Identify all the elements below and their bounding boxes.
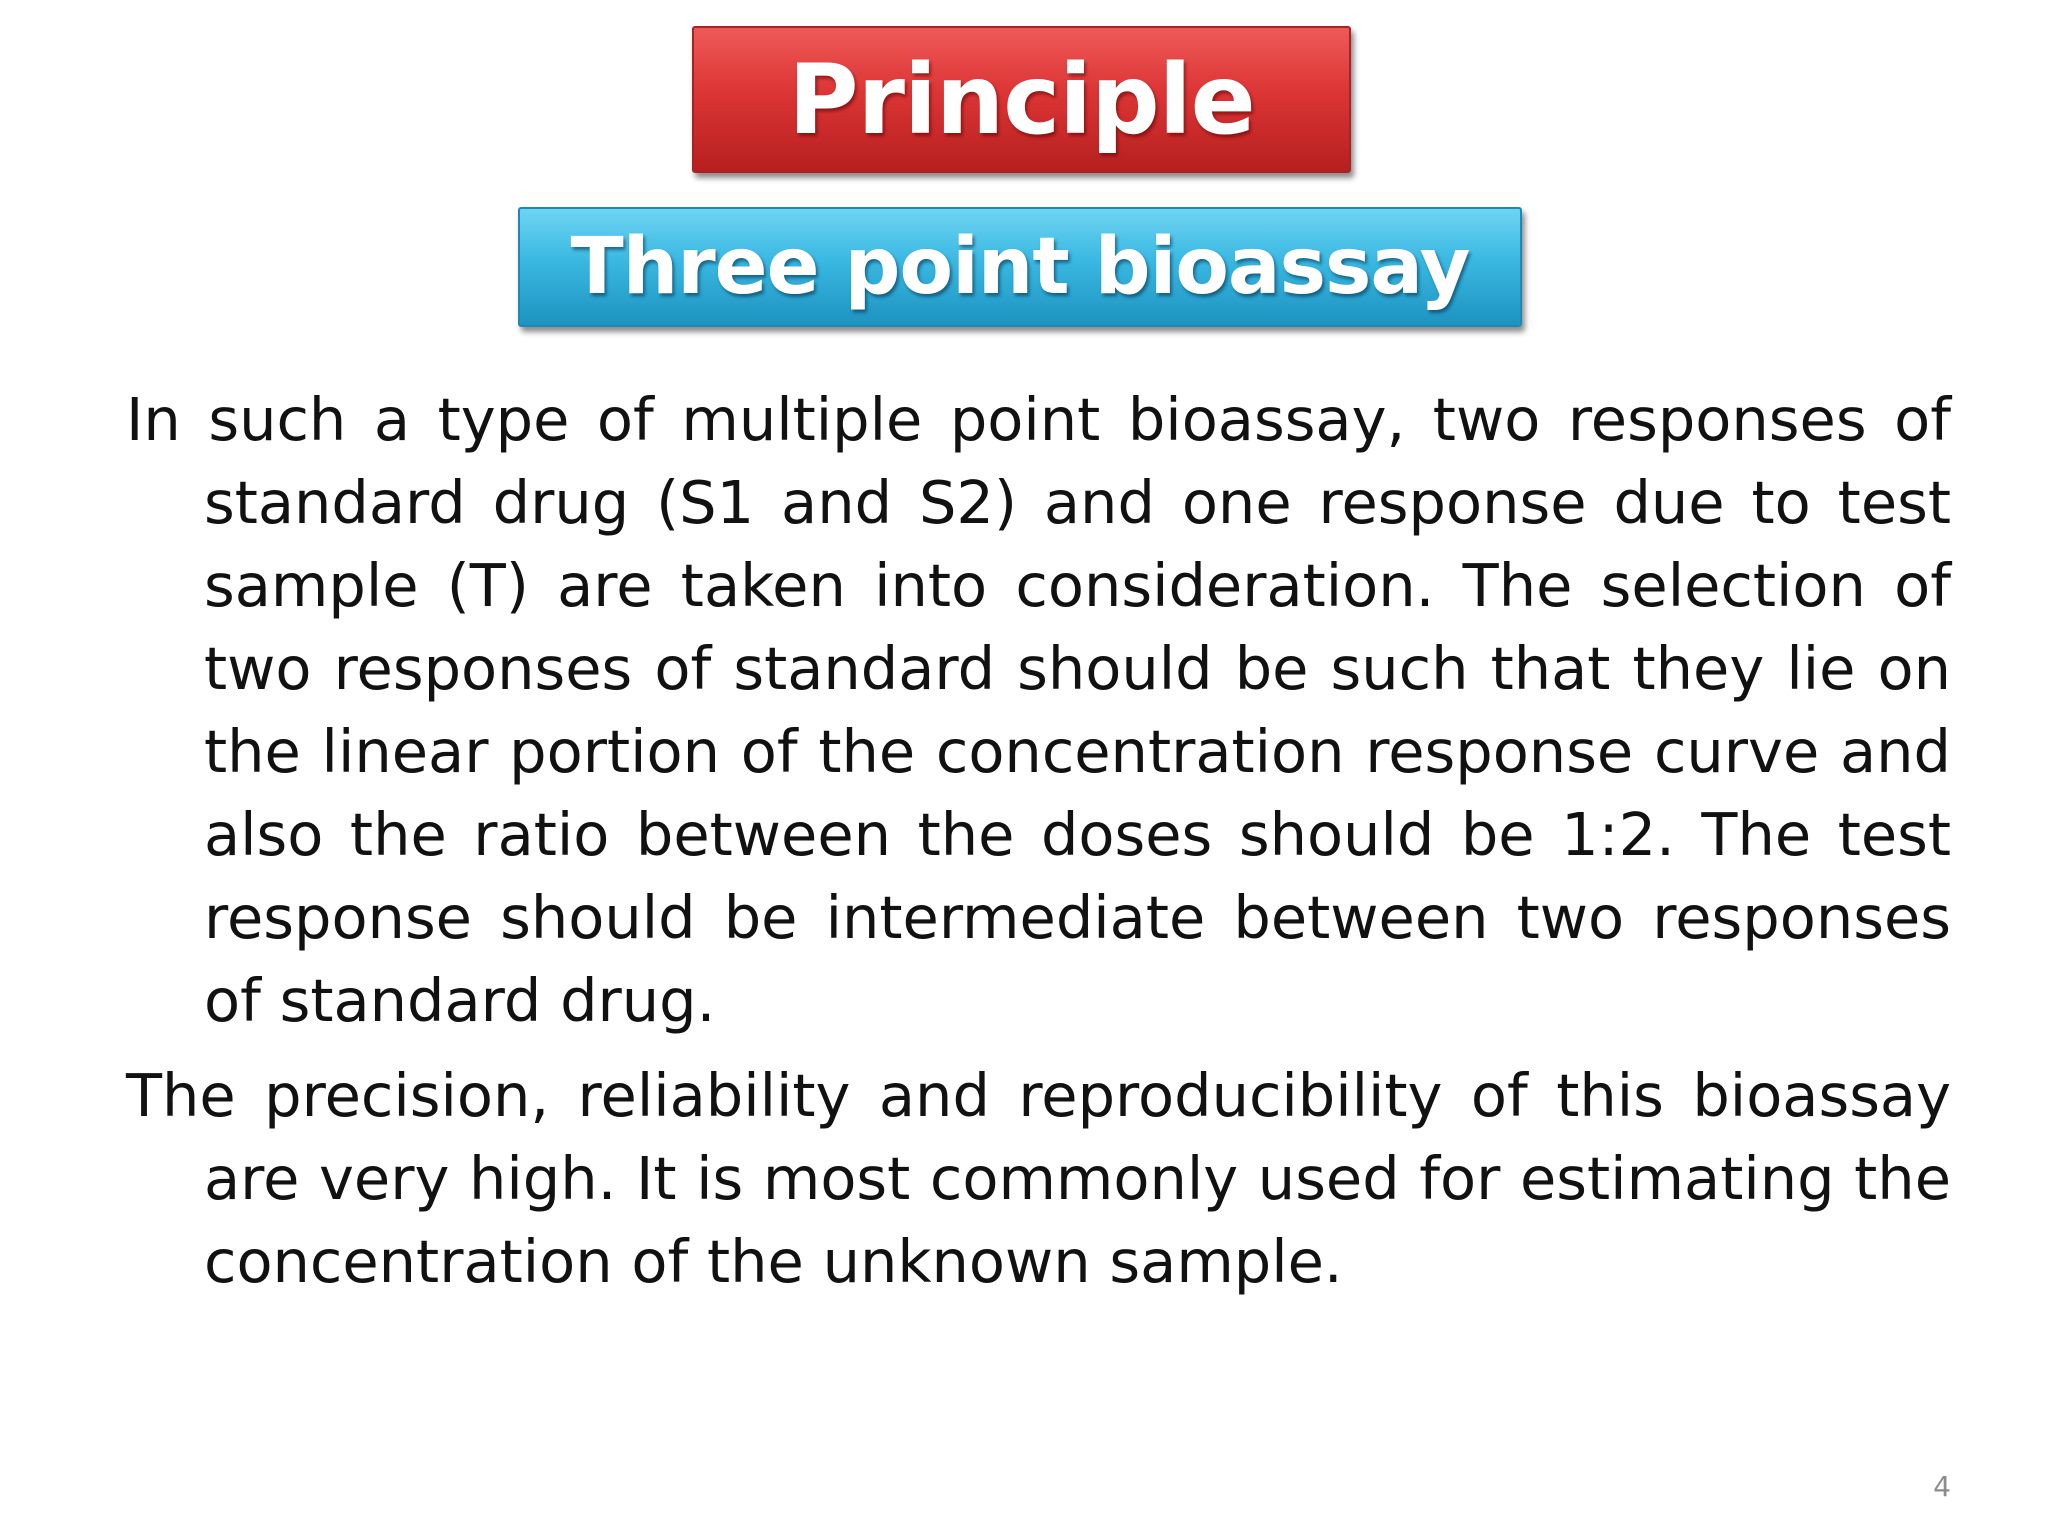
page-number: 4	[1933, 1470, 1951, 1503]
subtitle-banner	[518, 207, 1522, 327]
slide-title: Principle	[788, 43, 1255, 156]
slide-body	[126, 378, 1951, 1315]
slide-subtitle: Three point bioassay	[570, 222, 1470, 312]
paragraph-1: In such a type of multiple point bioassay, two responses of standard drug (S1 and S2) and one response due to test sample (T) are taken into consideration. The selection of two responses of standard should be such that they lie on the linear portion of the concentration response curve and also the ratio between the doses should be 1:2. The test response should be intermediate between two responses of standard drug.	[126, 385, 1951, 1035]
title-banner	[692, 26, 1351, 173]
paragraph-2: The precision, reliability and reproducibility of this bioassay are very high. It is most commonly used for estimating the concentration of the unknown sample.	[126, 1061, 1951, 1296]
